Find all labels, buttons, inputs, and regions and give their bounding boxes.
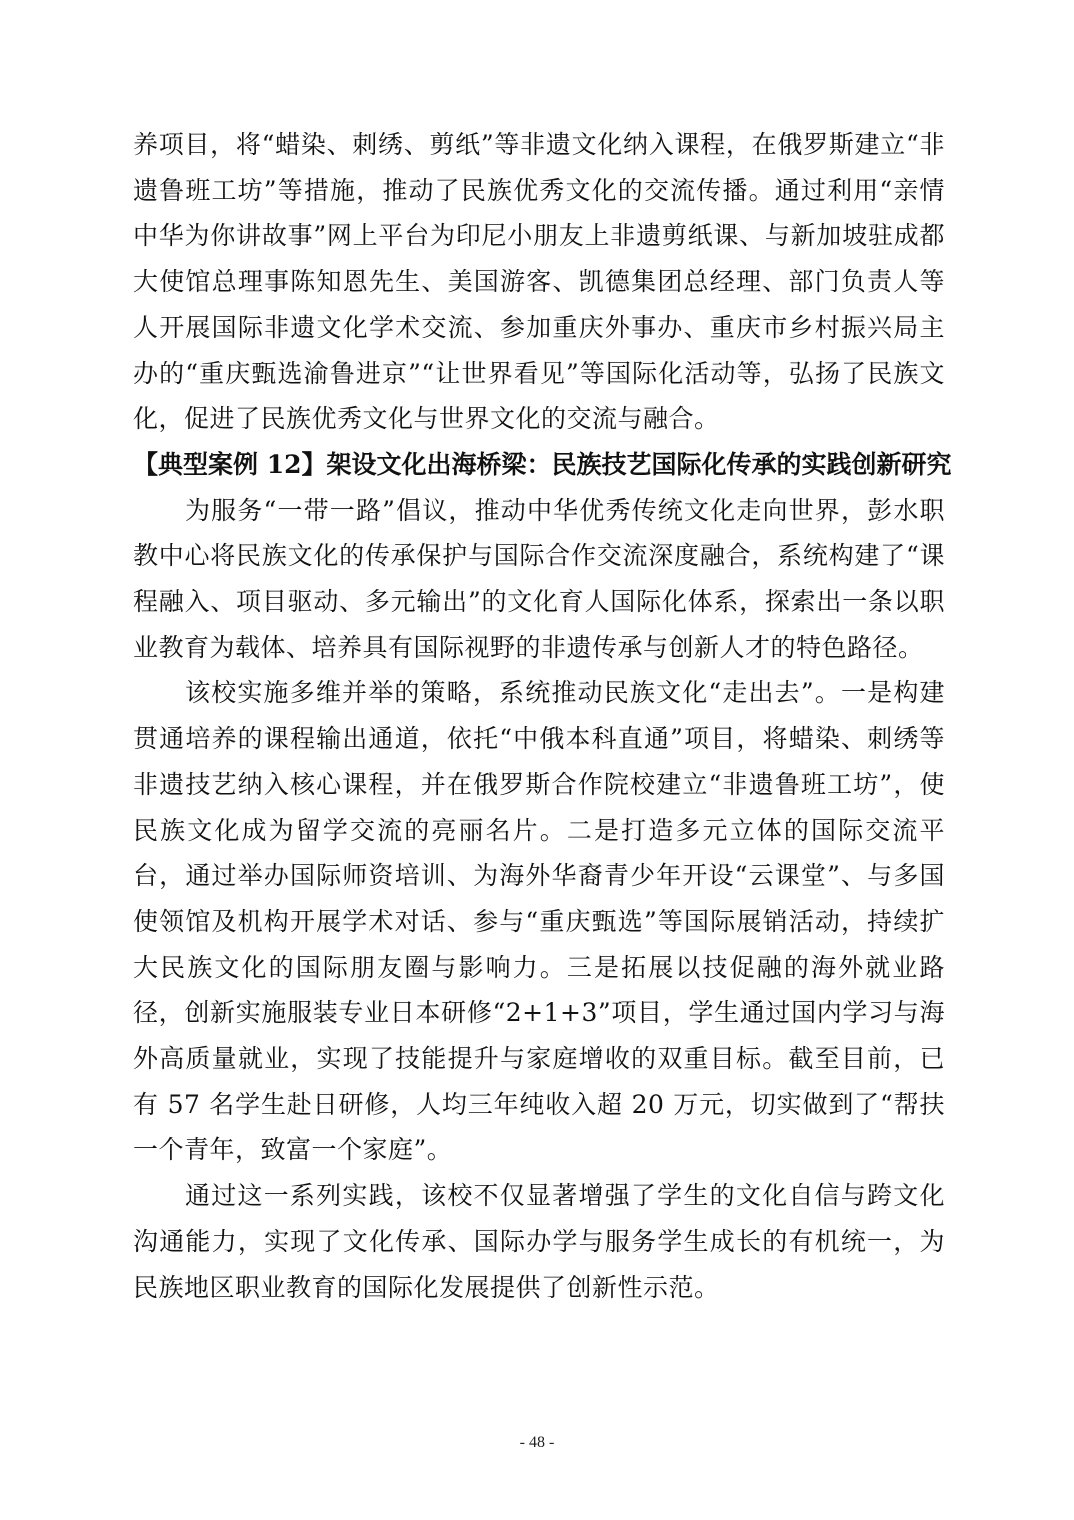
page-number: - 48 -	[519, 1434, 555, 1451]
case-intro-paragraph: 为服务“一带一路”倡议，推动中华优秀传统文化走向世界，彭水职教中心将民族文化的传承保护与国际合作交流深度融合，系统构建了“课程融入、项目驱动、多元输出”的文化育人国际化体系，探索出一条以职业教育为载体、培养具有国际视野的非遗传承与创新人才的特色路径。	[133, 495, 945, 662]
continued-paragraph: 养项目，将“蜡染、刺绣、剪纸”等非遗文化纳入课程，在俄罗斯建立“非遗鲁班工坊”等措施，推动了民族优秀文化的交流传播。通过利用“亲情中华为你讲故事”网上平台为印尼小朋友上非遗剪纸课、与新加坡驻成都大使馆总理事陈知恩先生、美国游客、凯德集团总经理、部门负责人等人开展国际非遗文化学术交流、参加重庆外事办、重庆市乡村振兴局主办的“重庆甄选渝鲁进京”“让世界看见”等国际化活动等，弘扬了民族文化，促进了民族优秀文化与世界文化的交流与融合。	[133, 130, 945, 434]
case-conclusion-paragraph: 通过这一系列实践，该校不仅显著增强了学生的文化自信与跨文化沟通能力，实现了文化传承、国际办学与服务学生成长的有机统一，为民族地区职业教育的国际化发展提供了创新性示范。	[133, 1181, 945, 1302]
case-strategy-paragraph: 该校实施多维并举的策略，系统推动民族文化“走出去”。一是构建贯通培养的课程输出通道，依托“中俄本科直通”项目，将蜡染、刺绣等非遗技艺纳入核心课程，并在俄罗斯合作院校建立“非遗鲁班工坊”，使民族文化成为留学交流的亮丽名片。二是打造多元立体的国际交流平台，通过举办国际师资培训、为海外华裔青少年开设“云课堂”、与多国使领馆及机构开展学术对话、参与“重庆甄选”等国际展销活动，持续扩大民族文化的国际朋友圈与影响力。三是拓展以技促融的海外就业路径，创新实施服装专业日本研修“2+1+3”项目，学生通过国内学习与海外高质量就业，实现了技能提升与家庭增收的双重目标。截至目前，已有 57 名学生赴日研修，人均三年纯收入超 20 万元，切实做到了“帮扶一个青年，致富一个家庭”。	[133, 678, 945, 1165]
page-body	[133, 122, 952, 1310]
case-heading: 【典型案例 12】架设文化出海桥梁：民族技艺国际化传承的实践创新研究	[133, 449, 952, 479]
